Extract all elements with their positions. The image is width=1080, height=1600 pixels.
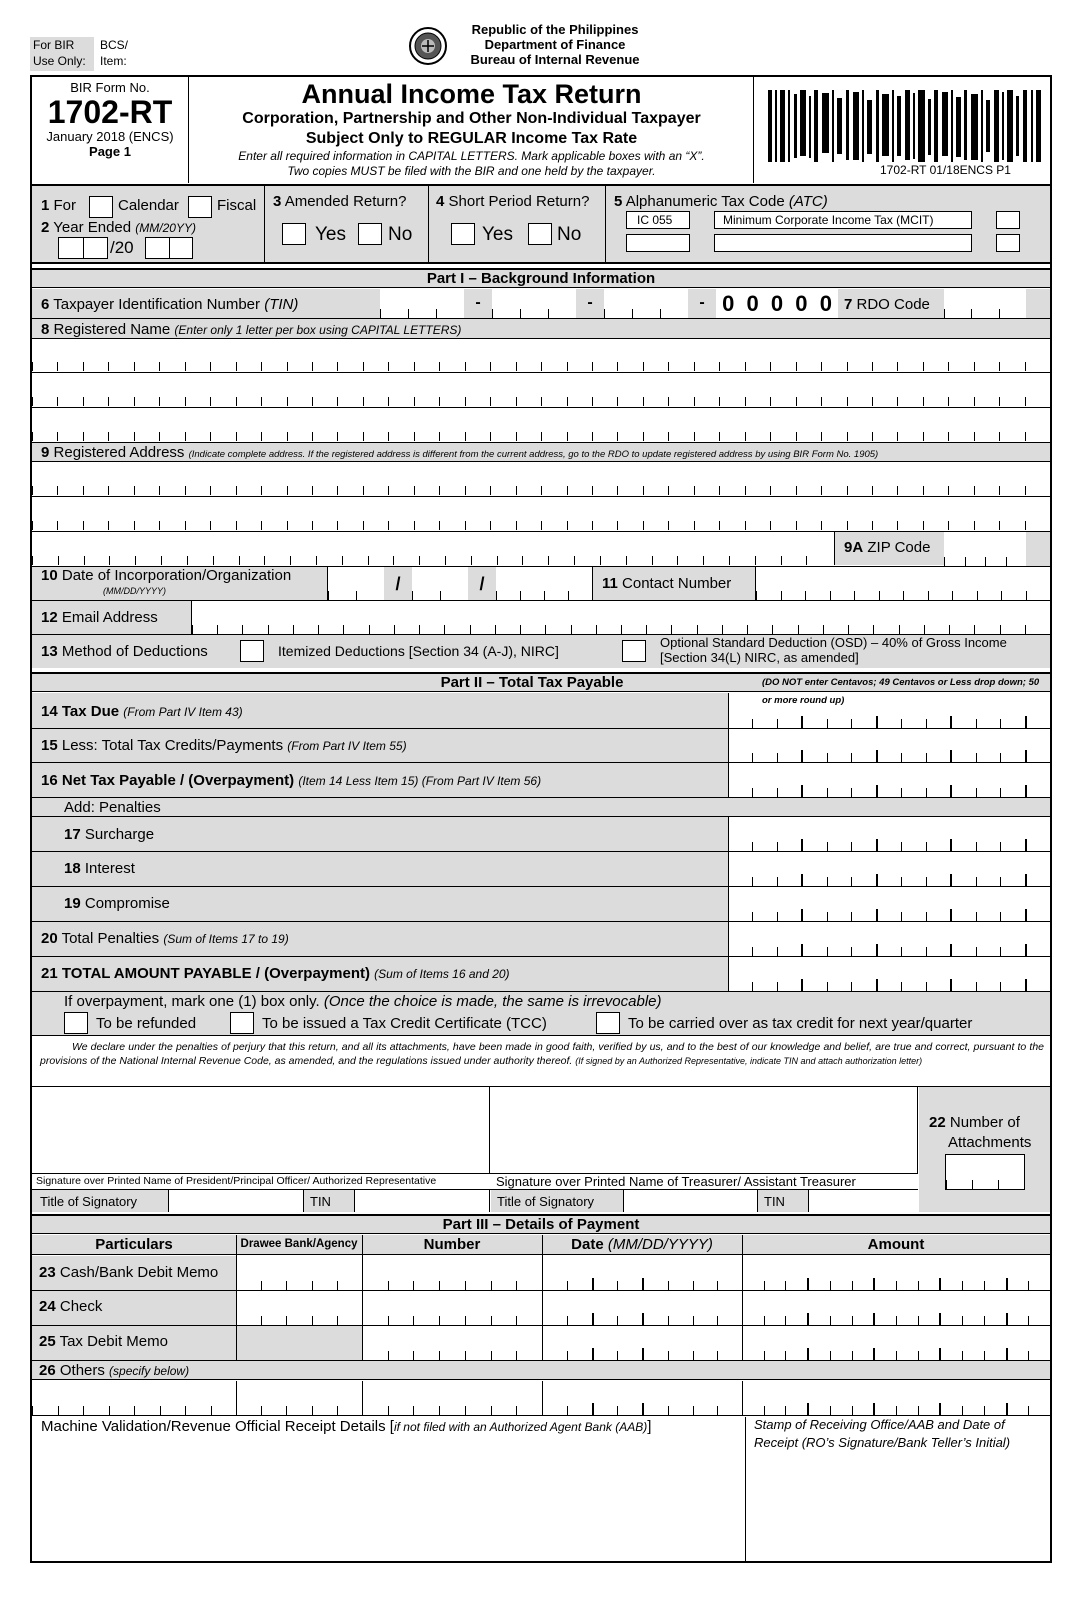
- atc-code-field-2[interactable]: [626, 234, 690, 252]
- year-month-field[interactable]: [58, 237, 108, 259]
- title-block: Annual Income Tax Return Corporation, Partnership and Other Non-Individual Taxpayer Subject Only to REGULAR Income Tax Rate Enter all required information in CAPITAL LETTERS. Mark applicable boxes with an “X”. Two copies MUST be filed with the BIR and one held by the taxpayer.: [190, 77, 754, 183]
- tax-due-amount[interactable]: [728, 716, 1050, 728]
- part3-header: Part III – Details of Payment: [32, 1214, 1050, 1234]
- atc-description: Minimum Corporate Income Tax (MCIT): [714, 211, 972, 229]
- fiscal-checkbox[interactable]: [188, 196, 212, 218]
- carry-over-checkbox[interactable]: [596, 1012, 620, 1034]
- payment-bank-row-2[interactable]: [236, 1313, 362, 1325]
- tcc-checkbox[interactable]: [230, 1012, 254, 1034]
- interest-amount[interactable]: [728, 874, 1050, 886]
- for-bir-use: For BIR Use Only: BCS/ Item:: [30, 37, 134, 71]
- payment-date-row-1[interactable]: [542, 1278, 742, 1290]
- payment-amount-row-3[interactable]: [742, 1348, 1050, 1360]
- payment-date-row-2[interactable]: [542, 1313, 742, 1325]
- amended-yes-checkbox[interactable]: [282, 223, 306, 245]
- atc-mcit-checkbox[interactable]: [996, 211, 1020, 229]
- bir-seal-icon: [408, 26, 448, 66]
- payment-number-row-2[interactable]: [362, 1313, 542, 1325]
- president-title-field[interactable]: [168, 1190, 304, 1212]
- president-signature-area[interactable]: [32, 1087, 490, 1173]
- form-id-block: BIR Form No. 1702-RT January 2018 (ENCS) Page 1: [32, 77, 189, 183]
- surcharge-amount[interactable]: [728, 839, 1050, 851]
- payment-date-row-3[interactable]: [542, 1348, 742, 1360]
- part2-header: Part II – Total Tax Payable (DO NOT enter Centavos; 49 Centavos or Less drop down; 50 or more round up): [32, 672, 1050, 692]
- payment-amount-row-1[interactable]: [742, 1278, 1050, 1290]
- part1-header: Part I – Background Information: [32, 268, 1050, 288]
- branch-code: 0 0 0 0 0: [722, 291, 832, 316]
- barcode: [768, 90, 1044, 162]
- atc-description-2[interactable]: [714, 234, 972, 252]
- total-penalties-amount[interactable]: [728, 944, 1050, 956]
- tin-field[interactable]: - - - 0 0 0 0 0: [380, 289, 838, 319]
- atc-checkbox-2[interactable]: [996, 234, 1020, 252]
- treasurer-tin-field[interactable]: [808, 1190, 918, 1212]
- itemized-deductions-checkbox[interactable]: [240, 640, 264, 662]
- zip-code-field[interactable]: [944, 531, 1026, 566]
- machine-validation-area: [32, 1417, 746, 1561]
- compromise-amount[interactable]: [728, 909, 1050, 921]
- treasurer-title-field[interactable]: [623, 1190, 758, 1212]
- email-address-field[interactable]: [192, 601, 1050, 634]
- page-title: Annual Income Tax Return: [301, 79, 642, 109]
- others-row[interactable]: [32, 1381, 1050, 1416]
- attachments-count-field[interactable]: [945, 1154, 1025, 1190]
- payment-number-row-3[interactable]: [362, 1348, 542, 1360]
- payment-amount-row-2[interactable]: [742, 1313, 1050, 1325]
- contact-number-field[interactable]: [756, 567, 1050, 600]
- barcode-code: 1702-RT 01/18ENCS P1: [880, 163, 1011, 177]
- short-period-yes-checkbox[interactable]: [451, 223, 475, 245]
- agency-name: Republic of the Philippines Department of Finance Bureau of Internal Revenue: [470, 22, 640, 67]
- payment-bank-row-1[interactable]: [236, 1278, 362, 1290]
- registered-name-field[interactable]: [32, 339, 1050, 442]
- calendar-checkbox[interactable]: [89, 196, 113, 218]
- tax-credits-amount[interactable]: [728, 750, 1050, 762]
- president-tin-field[interactable]: [354, 1190, 490, 1212]
- incorporation-date-field[interactable]: / /: [328, 567, 592, 600]
- osd-checkbox[interactable]: [622, 640, 646, 662]
- form-number: 1702-RT: [47, 94, 173, 130]
- payment-number-row-1[interactable]: [362, 1278, 542, 1290]
- short-period-no-checkbox[interactable]: [528, 223, 552, 245]
- amended-no-checkbox[interactable]: [358, 223, 382, 245]
- refund-checkbox[interactable]: [64, 1012, 88, 1034]
- treasurer-signature-area[interactable]: [490, 1087, 918, 1173]
- declaration-text: We declare under the penalties of perjury that this return, and all its attachments, have been made in good faith, verified by us, and to the best of our knowledge and belief, are true and correct, pursuant to the provisions of the National Internal Revenue Code, as amended, and the regulations issued under authority thereof. (If signed by an Authorized Representative, indicate TIN and attach authorization letter): [40, 1041, 1044, 1067]
- year-field[interactable]: [145, 237, 193, 259]
- rdo-code-field[interactable]: [944, 289, 1026, 319]
- total-amount-payable[interactable]: [728, 979, 1050, 991]
- net-tax-payable-amount[interactable]: [728, 785, 1050, 797]
- stamp-area: Stamp of Receiving Office/AAB and Date of Receipt (RO’s Signature/Bank Teller’s Initial): [754, 1417, 1011, 1450]
- atc-code-field[interactable]: IC 055: [626, 211, 690, 229]
